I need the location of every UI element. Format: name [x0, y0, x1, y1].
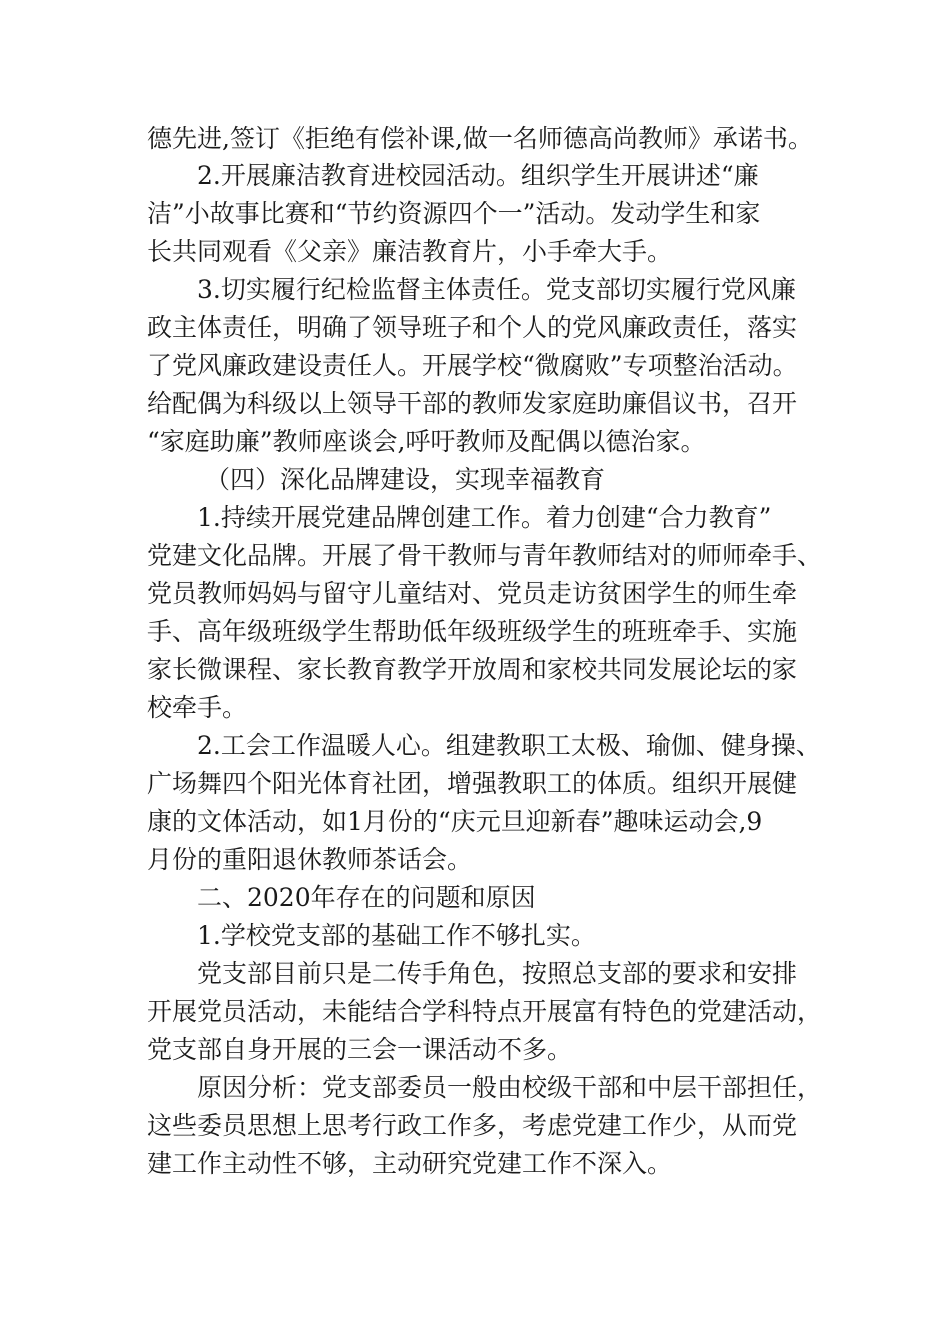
text-line: 1.持续开展党建品牌创建工作。着力创建“合力教育”: [197, 503, 772, 532]
text-line: 给配偶为科级以上领导干部的教师发家庭助廉倡议书，召开: [147, 389, 798, 418]
text-line: 月份的重阳退休教师茶话会。: [147, 845, 473, 874]
text-line: 党支部自身开展的三会一课活动不多。: [147, 1035, 573, 1064]
text-line: 广场舞四个阳光体育社团，增强教职工的体质。组织开展健: [147, 769, 798, 798]
text-line: 党员教师妈妈与留守儿童结对、党员走访贫困学生的师生牵: [147, 579, 798, 608]
text-line: 2.工会工作温暖人心。组建教职工太极、瑜伽、健身操、: [197, 731, 821, 760]
text-line: 手、高年级班级学生帮助低年级班级学生的班班牵手、实施: [147, 617, 798, 646]
text-line: 康的文体活动，如1月份的“庆元旦迎新春”趣味运动会,9: [147, 807, 763, 836]
text-line: 校牵手。: [147, 693, 248, 722]
text-line: 了党风廉政建设责任人。开展学校“微腐败”专项整治活动。: [147, 351, 798, 380]
text-line: 开展党员活动，未能结合学科特点开展富有特色的党建活动，: [147, 997, 823, 1026]
text-line: 政主体责任，明确了领导班子和个人的党风廉政责任，落实: [147, 313, 798, 342]
text-line: 家长微课程、家长教育教学开放周和家校共同发展论坛的家: [147, 655, 798, 684]
text-line: 德先进,签订《拒绝有偿补课,做一名师德高尚教师》承诺书。: [147, 124, 813, 153]
text-line: 洁”小故事比赛和“节约资源四个一”活动。发动学生和家: [147, 199, 761, 228]
text-line: “家庭助廉”教师座谈会,呼吁教师及配偶以德治家。: [147, 427, 706, 456]
text-line: 党支部目前只是二传手角色，按照总支部的要求和安排: [197, 959, 798, 988]
text-line: 1.学校党支部的基础工作不够扎实。: [197, 921, 596, 950]
section-heading: （四）深化品牌建设，实现幸福教育: [205, 465, 606, 494]
text-line: 原因分析：党支部委员一般由校级干部和中层干部担任，: [197, 1073, 823, 1102]
text-line: 2.开展廉洁教育进校园活动。组织学生开展讲述“廉: [197, 161, 759, 190]
text-line: 党建文化品牌。开展了骨干教师与青年教师结对的师师牵手、: [147, 541, 823, 570]
text-line: 3.切实履行纪检监督主体责任。党支部切实履行党风廉: [197, 275, 796, 304]
text-line: 建工作主动性不够，主动研究党建工作不深入。: [147, 1149, 673, 1178]
text-line: 这些委员思想上思考行政工作多，考虑党建工作少，从而党: [147, 1111, 798, 1140]
text-line: 长共同观看《父亲》廉洁教育片，小手牵大手。: [147, 237, 673, 266]
section-heading: 二、2020年存在的问题和原因: [197, 883, 536, 912]
